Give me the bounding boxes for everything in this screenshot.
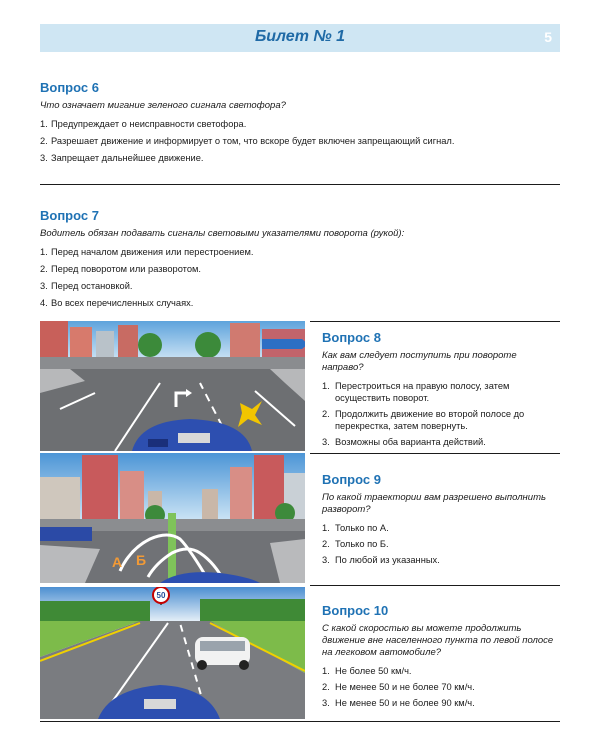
divider [310,321,560,322]
answer-option[interactable]: 1. Предупреждает о неисправности светофора. [40,118,247,129]
question-9-title: Вопрос 9 [322,472,381,487]
question-10-text: С какой скоростью вы можете продолжить движение вне населенного пункта по левой полосе на легковом автомобиле? [322,623,554,658]
question-10 [322,603,560,713]
answer-option[interactable]: 2. Не менее 50 и не более 70 км/ч. [322,681,475,692]
question-9 [322,472,560,570]
answer-option[interactable]: 3. Запрещает дальнейшее движение. [40,153,204,164]
divider [310,453,560,454]
question-8-image [40,321,305,451]
question-7 [40,208,560,314]
question-6-answers [40,118,560,164]
question-10-image [40,587,305,719]
question-9-text: По какой траектории вам разрешено выполнить разворот? [322,492,546,515]
answer-option[interactable]: 3. Возможны оба варианта действий. [322,437,486,448]
answer-option[interactable]: 2. Продолжить движение во второй полосе до перекрестка, затем повернуть. [322,408,525,431]
divider [40,184,560,185]
question-9-image [40,453,305,583]
answer-option[interactable]: 1. Перед началом движения или перестроением. [40,246,254,257]
page-number: 5 [544,29,552,45]
answer-option[interactable]: 3. По любой из указанных. [322,554,440,565]
question-6-title: Вопрос 6 [40,80,99,95]
answer-option[interactable]: 2. Перед поворотом или разворотом. [40,263,201,274]
answer-option[interactable]: 1. Перестроиться на правую полосу, затем осуществить поворот. [322,380,510,403]
question-10-answers [322,665,560,709]
question-7-title: Вопрос 7 [40,208,99,223]
question-8-text: Как вам следует поступить при повороте направо? [322,350,517,373]
answer-option[interactable]: 1. Не более 50 км/ч. [322,665,412,676]
ticket-title: Билет № 1 [254,28,346,45]
answer-option[interactable]: 2. Разрешает движение и информирует о том, что вскоре будет включен запрещающий сигнал. [40,135,455,146]
question-6 [40,80,560,169]
question-8-title: Вопрос 8 [322,330,381,345]
trajectory-label-b: Б [136,552,147,568]
speed-sign-value: 50 [156,591,166,600]
question-9-answers [322,522,560,566]
question-6-text: Что означает мигание зеленого сигнала светофора? [40,100,286,111]
trajectory-label-a: А [112,554,123,570]
question-8 [322,330,560,452]
answer-option[interactable]: 3. Не менее 50 и не более 90 км/ч. [322,697,475,708]
answer-option[interactable]: 2. Только по Б. [322,538,389,549]
answer-option[interactable]: 1. Только по А. [322,522,389,533]
question-7-answers [40,246,560,309]
question-7-text: Водитель обязан подавать сигналы световыми указателями поворота (рукой): [40,228,405,239]
answer-option[interactable]: 4. Во всех перечисленных случаях. [40,298,194,309]
divider [40,721,560,722]
ticket-header [40,24,560,52]
answer-option[interactable]: 3. Перед остановкой. [40,281,133,292]
question-10-title: Вопрос 10 [322,603,389,618]
question-8-answers [322,380,560,448]
divider [310,585,560,586]
